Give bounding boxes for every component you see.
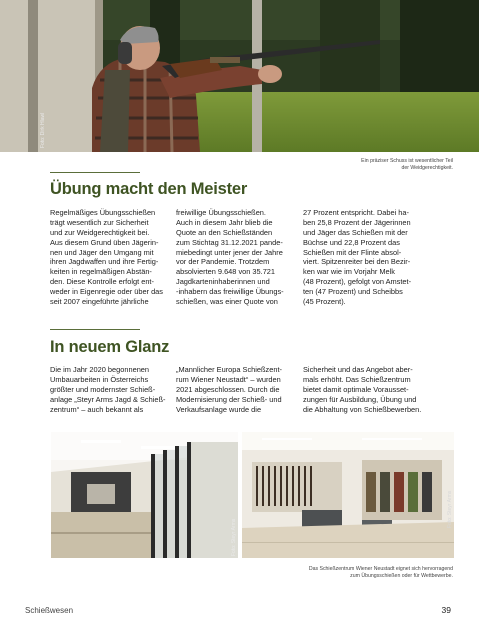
text-line: Regelmäßiges Übungsschießen — [50, 208, 156, 217]
sales-room-photo — [242, 432, 454, 558]
text-line: Quote an den Schießständen — [176, 227, 273, 237]
text-line: ken war wie im Vorjahr Melk — [303, 267, 395, 277]
text-line: ben 25,8 Prozent der Jägerinnen — [303, 217, 411, 227]
text-line: und zur Weidgerechtigkeit bei. — [50, 227, 150, 237]
text-line: und Jäger das Schießen mit der — [303, 227, 408, 237]
section-divider — [50, 172, 140, 173]
text-line: rum Wiener Neustadt“ – wurden — [176, 374, 281, 384]
text-line: trägt wesentlich zur Sicherheit — [50, 217, 149, 227]
text-line: ten (47 Prozent) und Scheibbs — [303, 287, 403, 297]
hunter-shooting-photo — [0, 0, 479, 152]
text-line: Sicherheit und das Angebot aber- — [303, 365, 413, 374]
caption-line: Ein präziser Schuss ist wesentlicher Teil — [361, 158, 453, 164]
text-line: freiwillige Übungsschießen. — [176, 208, 266, 217]
text-line: (48 Prozent), gefolgt von Amstet- — [303, 277, 412, 287]
text-column — [176, 365, 302, 414]
shooting-range-photo — [51, 432, 238, 558]
section-divider — [50, 329, 140, 330]
text-line: zum Stichtag 31.12.2021 pande- — [176, 237, 283, 247]
text-line: vor der Pandemie. Trotzdem — [176, 257, 270, 267]
text-column — [50, 365, 176, 414]
text-line: weder in Eigenregie oder über das — [50, 287, 163, 297]
footer-section-label: Schießwesen — [25, 606, 74, 615]
text-line: ihren Jagdwaffen und ihre Fertig- — [50, 257, 159, 267]
caption-line: der Weidgerechtigkeit. — [401, 164, 453, 171]
text-line: nen und Jäger den Umgang mit — [50, 247, 154, 257]
text-line: bietet damit optimale Vorausset- — [303, 384, 409, 394]
text-line: Jagdkarteninhaberinnen und — [176, 277, 270, 287]
text-column — [50, 208, 176, 307]
text-column — [303, 365, 429, 414]
photo-caption — [233, 566, 453, 579]
text-line: zungen für Ausbildung, Übung und — [303, 394, 417, 404]
text-column — [303, 208, 429, 307]
text-line: Verkaufsanlage wurde die — [176, 404, 262, 414]
text-line: „Mannlicher Europa Schießzent- — [176, 365, 282, 374]
text-line: (45 Prozent). — [303, 297, 346, 307]
text-line: Umbauarbeiten in Österreichs — [50, 374, 149, 384]
text-line: mals erhöht. Das Schießzentrum — [303, 374, 411, 384]
text-line: Auch in diesem Jahr blieb die — [176, 217, 273, 227]
text-line: seit 2007 eingeführte jährliche — [50, 297, 149, 307]
photo-credit: Foto: Dirk Hlawl — [40, 112, 46, 148]
text-column — [176, 208, 302, 307]
text-line: Die im Jahr 2020 begonnenen — [50, 365, 150, 374]
section-heading: Übung macht den Meister — [50, 180, 248, 198]
caption-line: Das Schießzentrum Wiener Neustadt eignet sich hervorragend — [308, 566, 453, 572]
text-line: anlage „Steyr Arms Jagd & Schieß- — [50, 394, 166, 404]
text-line: keiten in regelmäßigen Abstän- — [50, 267, 152, 277]
text-line: Aus diesem Grund üben Jägerin- — [50, 237, 159, 247]
caption-line: zum Übungsschießen oder für Wettbewerbe. — [350, 572, 453, 579]
photo-credit: Foto: Steyr Arms — [231, 518, 237, 556]
text-line: schießen, was einer Quote von — [176, 297, 278, 307]
text-line: Büchse und 22,8 Prozent das — [303, 237, 400, 247]
text-line: miebedingt unter jener der Jahre — [176, 247, 283, 257]
text-line: Modernisierung der Schieß- und — [176, 394, 282, 404]
text-line: -inhabern das freiwillige Übungs- — [176, 287, 284, 297]
text-line: Schießen mit der Flinte absol- — [303, 247, 402, 257]
text-line: 27 Prozent entspricht. Dabei ha- — [303, 208, 409, 217]
text-line: viert. Spitzenreiter bei den Bezir- — [303, 257, 411, 267]
text-line: größter und modernster Schieß- — [50, 384, 156, 394]
photo-caption — [313, 158, 453, 171]
page-number: 39 — [441, 605, 451, 615]
text-line: die Abhaltung von Schießbewerben. — [303, 404, 422, 414]
text-line: den. Diese Kontrolle erfolgt ent- — [50, 277, 154, 287]
photo-credit: Foto: Steyr Arms — [447, 490, 453, 528]
text-line: 2021 abgeschlossen. Durch die — [176, 384, 280, 394]
text-line: absolvierten 9.648 von 35.721 — [176, 267, 276, 277]
section-heading: In neuem Glanz — [50, 338, 170, 356]
text-line: zentrum“ – auch bekannt als — [50, 404, 144, 414]
